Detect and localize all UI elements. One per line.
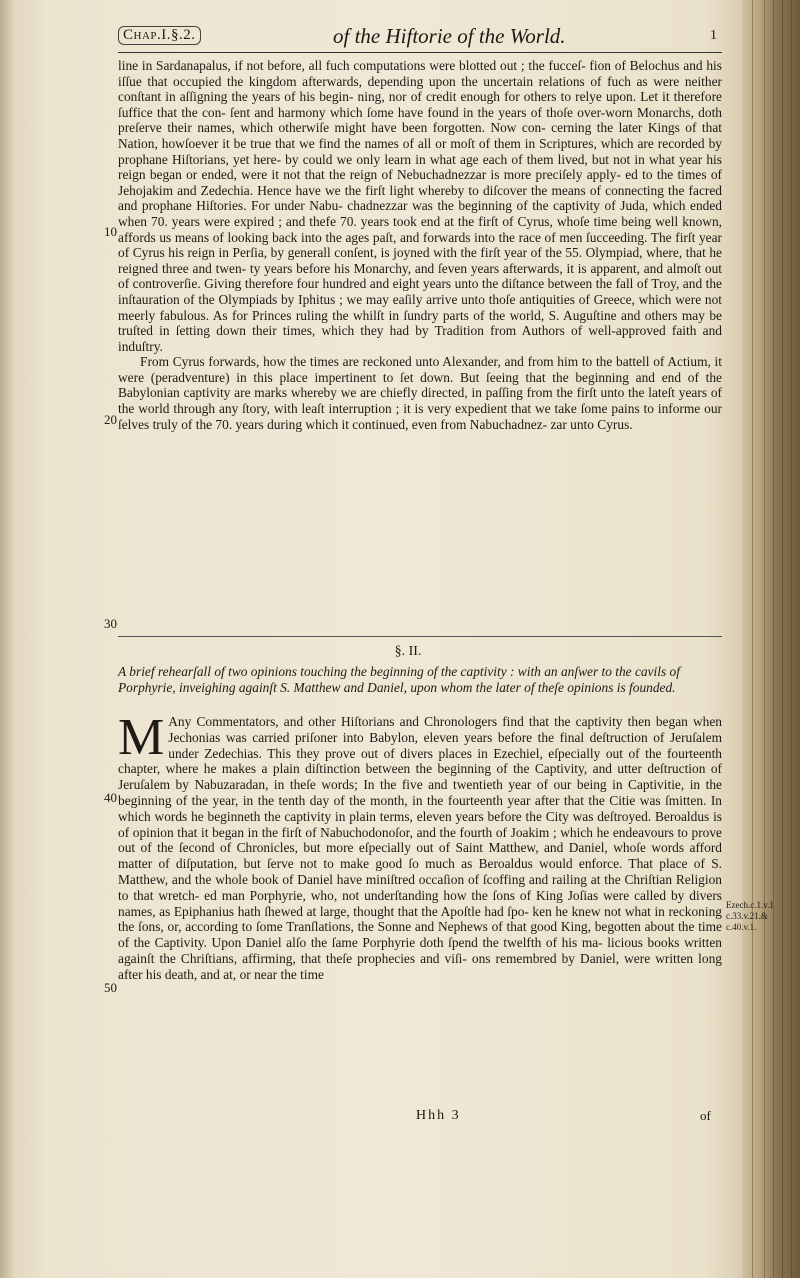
line-number: 20	[104, 412, 117, 427]
line-number: 50	[104, 980, 117, 995]
chapter-reference: Chap.I.§.2.	[118, 26, 201, 45]
book-spine	[742, 0, 800, 1278]
section-heading	[118, 644, 722, 696]
section-rule	[118, 636, 722, 637]
running-header	[118, 24, 718, 54]
main-text	[118, 58, 722, 432]
paragraph: line in Sardanapalus, if not before, all fuch computations were blotted out ; the fucceſ- fion of Belochus and his iſſue that occupied the kingdom afterwards, depending upon the uncertain relations of fuch as were neither conſtant in aſſigning the years of his begin- ning, nor of credit enough for others to relye upon. Let it therefore ſuffice that the con- ſent and harmony which ſome have found in the years of thoſe over-worn Monarchs, doth preſerve their names, which otherwiſe might have been forgotten. Now con- cerning the later Kings of that Nation, howſoever it be true that we find the names of all or moſt of them in Scriptures, which are recorded by prophane Hiſtorians, yet here- by could we only learn in what age each of them lived, but not in what year his reign began or ended, were it not that the reign of Nebuchadnezzar is more preciſely apply- ed to the times of Jehojakim and Zedechia. Hence have we the firſt light whereby to diſcover the means of connecting the facred and prophane Hiſtories. For under Nabu- chadnezzar was the beginning of the captivity of Juda, which ended when 70. years were expired ; and thefe 70. years took end at the firſt of Cyrus, whoſe time being well known, affords us means of looking back into the ages paſt, and forwards into the race of men ſucceeding. The firſt year of Cyrus his reign in Perſia, by generall conſent, is joyned with the firſt year of the 55. Olympiad, where, that he reigned three and twen- ty years before his Monarchy, and ſeven years afterwards, it is apparent, and almoſt out of controverſie. Giving therefore four hundred and eight years unto the diſtance between the fall of Troy, and the inſtauration of the Olympiads by Iphitus ; we may eaſily arrive unto thoſe antiquities of Greece, which were not meerly fabulous. As for Princes ruling the whilſt in ſundry parts of the world, S. Auguſtine and others may be truſted in ſetting down their times, which they had by Tradition from Authors of well-approved faith and induſtry.	[118, 58, 722, 354]
line-number: 30	[104, 616, 117, 631]
section-mark: §. II.	[394, 644, 422, 659]
margin-note: Ezech.c.1.v.1 c.33.v.21.& c.40.v.1.	[726, 900, 774, 932]
line-number: 40	[104, 790, 117, 805]
page-number: 1	[710, 28, 717, 43]
line-number: 10	[104, 224, 117, 239]
section-summary: A brief rehearſall of two opinions touching the beginning of the captivity : with an anſwer to the cavils of Porphyrie, inveighing againſt S. Matthew and Daniel, upon whom the later of theſe opinions is founded.	[118, 664, 680, 695]
catchword: of	[700, 1108, 711, 1123]
signature-mark: Hhh 3	[416, 1108, 461, 1123]
header-rule	[118, 52, 722, 53]
drop-capital: M	[118, 709, 165, 766]
page-gutter-shadow	[0, 0, 14, 1278]
section-text: Any Commentators, and other Hiſtorians and Chronologers find that the captivity then began when Jechonias was carried priſoner into Babylon, eleven years before the final deſtruction of Jeruſalem under Zedechias. This they prove out of divers places in Ezechiel, eſpecially out of the fourteenth chapter, where he makes a plain diſtinction between the beginning of the Captivity, and utter deſtruction of Jeruſalem by Nabuzaradan, in theſe words; In the five and twentieth year of our being in Captivitie, in the beginning of the year, in the tenth day of the month, in the fourteenth year after that the Citie was ſmitten. In which words he beginneth the captivity in plain terms, eleven years before the City was deſtroyed. Beroaldus is of opinion that it began in the firſt of Nabuchodonoſor, and the fourth of Joakim ; which he endeavours to prove out of the ſecond of Chronicles, but more eſpecially out of Saint Matthew, and Daniel, whoſe words afford matter of diſputation, but ſerve not to make good ſo much as Beroaldus would enforce. That place of S. Matthew, and the whole book of Daniel have miniſtred occaſion of ſcoffing and railing at the Chriſtian Religion to that wretch- ed man Porphyrie, who, not underſtanding how the ſons of King Joſias were called by divers names, as Epiphanius hath ſhewed at large, thought that the Apoſtle had ſpo- ken he knew not what in reckoning the ſons, or, according to ſome Tranſlations, the Sonne and Nephews of that good King, begotten about the time of the Captivity. Upon Daniel alſo the ſame Porphyrie doth ſpend the twelfth of his ma- licious books written againſt the Chriſtians, affirming, that theſe prophecies and viſi- ons remembred by Daniel, were written long after his death, and at, or near the time	[118, 714, 722, 982]
paragraph: From Cyrus forwards, how the times are reckoned unto Alexander, and from him to the battell of Actium, it were (peradventure) in this place impertinent to ſet down. But ſeeing that the beginning and end of the Babylonian captivity are marks whereby we are chiefly directed, in paſſing from the firſt unto the lateſt years of the world through any ſtory, with leaſt interruption ; it is very expedient that we take ſome pains to informe our ſelves truly of the 70. years during which it continued, even from Nabuchadnez- zar unto Cyrus.	[118, 354, 722, 432]
running-title: of the Hiftorie of the World.	[333, 24, 566, 48]
section-body	[118, 709, 722, 983]
